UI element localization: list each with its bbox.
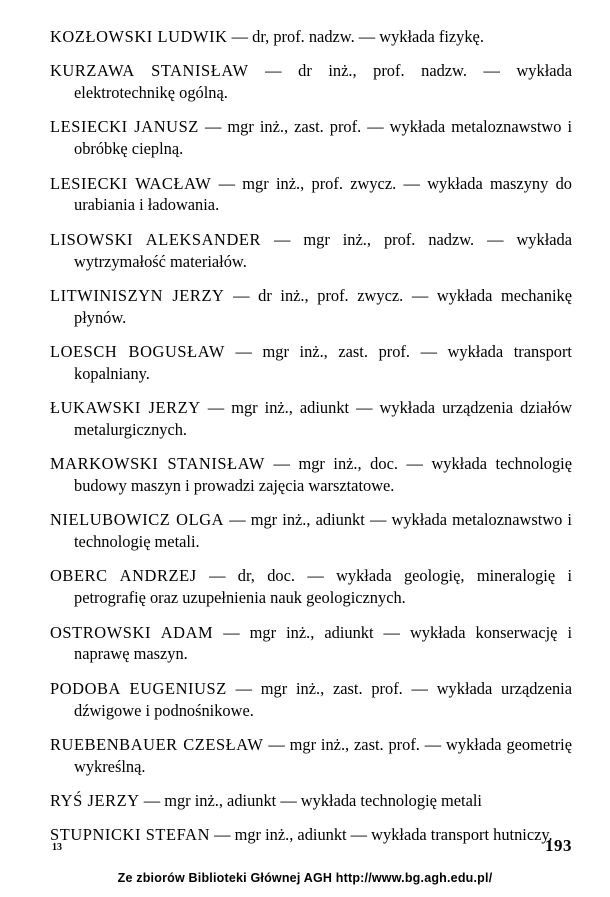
- entry-list: [50, 26, 572, 859]
- entry-name: MARKOWSKI STANISŁAW: [50, 454, 265, 474]
- entry-name: KOZŁOWSKI LUDWIK: [50, 27, 228, 46]
- list-item: [50, 678, 572, 722]
- list-item: [50, 397, 572, 441]
- entry-text: — mgr inż., zast. prof. — wykłada urządzenia dźwigowe i podnośnikowe.: [74, 678, 572, 720]
- entry-name: LISOWSKI ALEKSANDER: [50, 229, 262, 249]
- entry-text: — dr, prof. nadzw. — wykłada fizykę.: [227, 27, 484, 46]
- entry-name: LOESCH BOGUSŁAW: [50, 341, 225, 361]
- entry-text: — mgr inż., adiunkt — wykłada urządzenia działów metalurgicznych.: [74, 398, 573, 439]
- entry-text: — mgr inż., adiunkt — wykłada transport hutniczy.: [210, 825, 553, 845]
- entry-name: LITWINISZYN JERZY: [50, 285, 225, 305]
- list-item: [50, 734, 572, 778]
- entry-text: — mgr inż., zast. prof. — wykłada geometrię wykreślną.: [74, 734, 572, 776]
- entry-text: — mgr inż., adiunkt — wykłada technologię metali: [139, 790, 482, 810]
- entry-text: — dr, doc. — wykłada geologię, mineralogię i petrografię oraz uzupełnienia nauk geologicznych.: [74, 566, 572, 608]
- list-item: [50, 26, 572, 48]
- list-item: [50, 229, 572, 273]
- list-item: [50, 565, 572, 609]
- entry-name: RYŚ JERZY: [50, 790, 140, 810]
- entry-name: LESIECKI JANUSZ: [50, 117, 199, 137]
- entry-text: — mgr inż., adiunkt — wykłada konserwację i naprawę maszyn.: [74, 622, 573, 664]
- list-item: [50, 60, 572, 104]
- entry-text: — mgr inż., doc. — wykłada technologię budowy maszyn i prowadzi zajęcia warsztatowe.: [74, 454, 573, 495]
- entry-name: OBERC ANDRZEJ: [50, 566, 197, 586]
- list-item: [50, 285, 572, 329]
- list-item: [50, 509, 572, 553]
- entry-text: — mgr inż., prof. nadzw. — wykłada wytrzymałość materiałów.: [74, 229, 572, 271]
- entry-name: KURZAWA STANISŁAW: [50, 61, 249, 81]
- entry-name: STUPNICKI STEFAN: [50, 825, 211, 845]
- page-number: 193: [545, 836, 572, 855]
- entry-name: PODOBA EUGENIUSZ: [50, 678, 227, 698]
- entry-text: — dr inż., prof. nadzw. — wykłada elektrotechnikę ogólną.: [74, 61, 572, 103]
- entry-name: OSTROWSKI ADAM: [50, 622, 214, 642]
- entry-text: — mgr inż., zast. prof. — wykłada metaloznawstwo i obróbkę cieplną.: [74, 117, 573, 159]
- entry-name: LESIECKI WACŁAW: [50, 173, 212, 193]
- entry-name: ŁUKAWSKI JERZY: [50, 398, 201, 418]
- library-credit: Ze zbiorów Biblioteki Głównej AGH http://www.bg.agh.edu.pl/: [117, 871, 493, 885]
- entry-text: — mgr inż., prof. zwycz. — wykłada maszyny do urabiania i ładowania.: [74, 173, 572, 215]
- list-item: [50, 790, 572, 812]
- page-footer: [50, 836, 572, 856]
- entry-text: — mgr inż., adiunkt — wykłada metaloznawstwo i technologię metali.: [74, 510, 572, 552]
- signature-mark: 13: [52, 842, 62, 853]
- entry-text: — mgr inż., zast. prof. — wykłada transport kopalniany.: [74, 341, 572, 383]
- list-item: [50, 453, 572, 497]
- list-item: [50, 341, 572, 385]
- entry-name: RUEBENBAUER CZESŁAW: [50, 734, 264, 754]
- list-item: [50, 116, 572, 160]
- entry-text: — dr inż., prof. zwycz. — wykłada mechanikę płynów.: [74, 285, 572, 327]
- list-item: [50, 173, 572, 217]
- list-item: [50, 622, 572, 666]
- entry-name: NIELUBOWICZ OLGA: [50, 510, 225, 530]
